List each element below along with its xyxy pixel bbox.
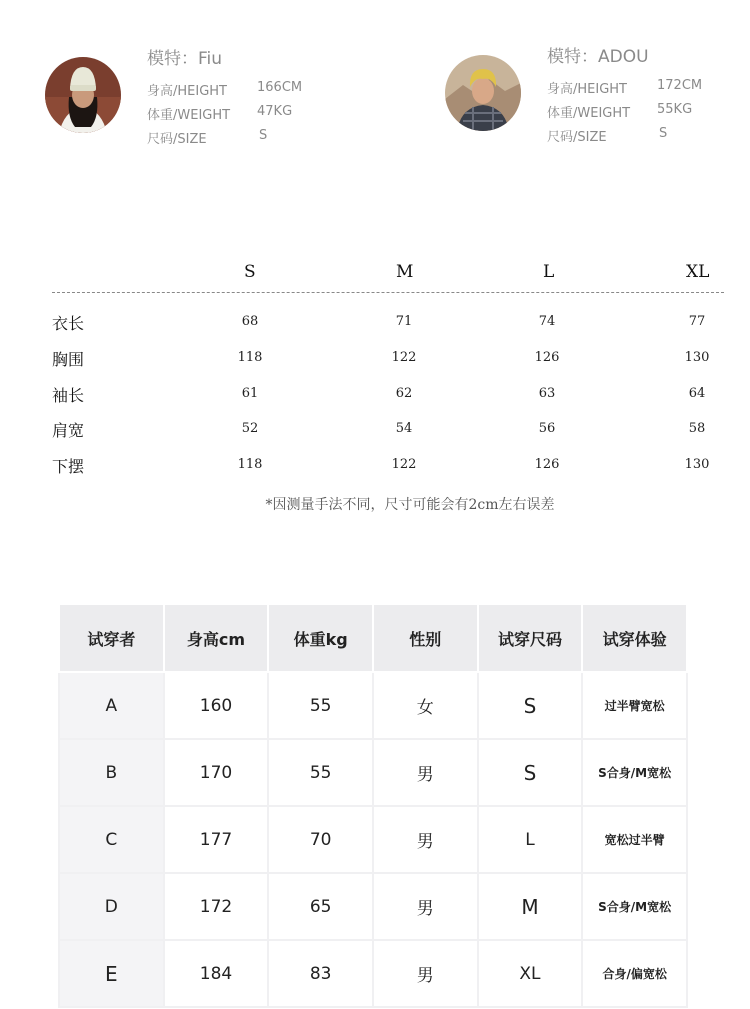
model-adou-name: 模特：ADOU [547,47,649,67]
size-cell: 130 [684,457,710,472]
experience-cell: S合身/M宽松 [582,873,687,940]
size-cell: XL [478,940,583,1007]
size-cell: 126 [534,457,560,472]
size-cell: 64 [688,386,706,401]
model-adou-size-label: 尺码/SIZE [547,130,607,145]
table-row [59,806,687,873]
size-cell: 71 [395,314,413,329]
header-size: 试穿尺码 [478,604,583,672]
size-header-xl: XL [686,262,710,282]
size-cell: 122 [391,350,417,365]
size-row-label: 衣长 [52,314,85,333]
tester-cell: A [59,672,164,739]
size-cell: M [478,873,583,940]
model-adou-weight-label: 体重/WEIGHT [547,106,631,121]
size-cell: 130 [684,350,710,365]
model-fiu-weight [147,104,293,123]
experience-cell: 过半臂宽松 [582,672,687,739]
size-cell: S [478,739,583,806]
model-fiu-weight-value: 47KG [257,104,293,119]
gender-cell: 男 [373,940,478,1007]
size-cell: 77 [688,314,706,329]
model-adou-weight-value: 55KG [657,102,693,117]
size-row-label: 胸围 [52,350,85,369]
fitting-table [58,603,688,1008]
size-cell: L [478,806,583,873]
model-adou-height-label: 身高/HEIGHT [547,82,627,97]
size-header-m: M [396,262,414,282]
gender-cell: 男 [373,739,478,806]
size-cell: 118 [237,350,263,365]
weight-cell: 55 [268,739,373,806]
size-cell: 54 [395,421,413,436]
table-row [59,739,687,806]
size-cell: 62 [395,386,413,401]
model-adou-height-value: 172CM [657,78,703,93]
experience-cell: S合身/M宽松 [582,739,687,806]
experience-cell: 宽松过半臂 [582,806,687,873]
model-adou-weight [547,102,693,121]
gender-cell: 男 [373,873,478,940]
height-cell: 172 [164,873,269,940]
table-row [59,672,687,739]
model-fiu-height [147,80,303,99]
header-weight: 体重kg [268,604,373,672]
height-cell: 184 [164,940,269,1007]
model-fiu-weight-label: 体重/WEIGHT [147,108,231,123]
gender-cell: 女 [373,672,478,739]
measurement-note: *因测量手法不同，尺寸可能会有2cm左右误差 [265,497,555,513]
experience-cell: 合身/偏宽松 [582,940,687,1007]
size-header-divider [52,292,724,293]
size-cell: 74 [538,314,556,329]
tester-cell: D [59,873,164,940]
size-cell: 68 [241,314,259,329]
header-tester: 试穿者 [59,604,164,672]
model-fiu-size-value: S [259,128,268,143]
size-cell: 52 [241,421,259,436]
model-adou-height [547,78,703,97]
size-row-label: 肩宽 [52,421,85,440]
gender-cell: 男 [373,806,478,873]
size-cell: 56 [538,421,556,436]
height-cell: 160 [164,672,269,739]
model-fiu-name: 模特：Fiu [147,49,223,69]
model-adou-size [547,126,668,145]
model-fiu-size [147,128,268,147]
table-row [59,940,687,1007]
size-header-s: S [244,262,256,282]
weight-cell: 65 [268,873,373,940]
weight-cell: 70 [268,806,373,873]
size-cell: 61 [241,386,259,401]
tester-cell: E [59,940,164,1007]
model-adou-avatar [445,55,521,131]
size-cell: 63 [538,386,556,401]
size-header-l: L [543,262,555,282]
table-row [59,873,687,940]
model-fiu-height-value: 166CM [257,80,303,95]
tester-cell: B [59,739,164,806]
tester-cell: C [59,806,164,873]
size-cell: S [478,672,583,739]
size-cell: 58 [688,421,706,436]
header-gender: 性别 [373,604,478,672]
size-cell: 118 [237,457,263,472]
size-row-label: 袖长 [52,386,85,405]
size-cell: 126 [534,350,560,365]
weight-cell: 83 [268,940,373,1007]
header-experience: 试穿体验 [582,604,687,672]
header-height: 身高cm [164,604,269,672]
model-adou-size-value: S [659,126,668,141]
height-cell: 170 [164,739,269,806]
table-header-row [59,604,687,672]
size-row-label: 下摆 [52,457,85,476]
size-cell: 122 [391,457,417,472]
model-fiu-height-label: 身高/HEIGHT [147,84,227,99]
model-fiu-avatar [45,57,121,133]
model-fiu-size-label: 尺码/SIZE [147,132,207,147]
weight-cell: 55 [268,672,373,739]
height-cell: 177 [164,806,269,873]
